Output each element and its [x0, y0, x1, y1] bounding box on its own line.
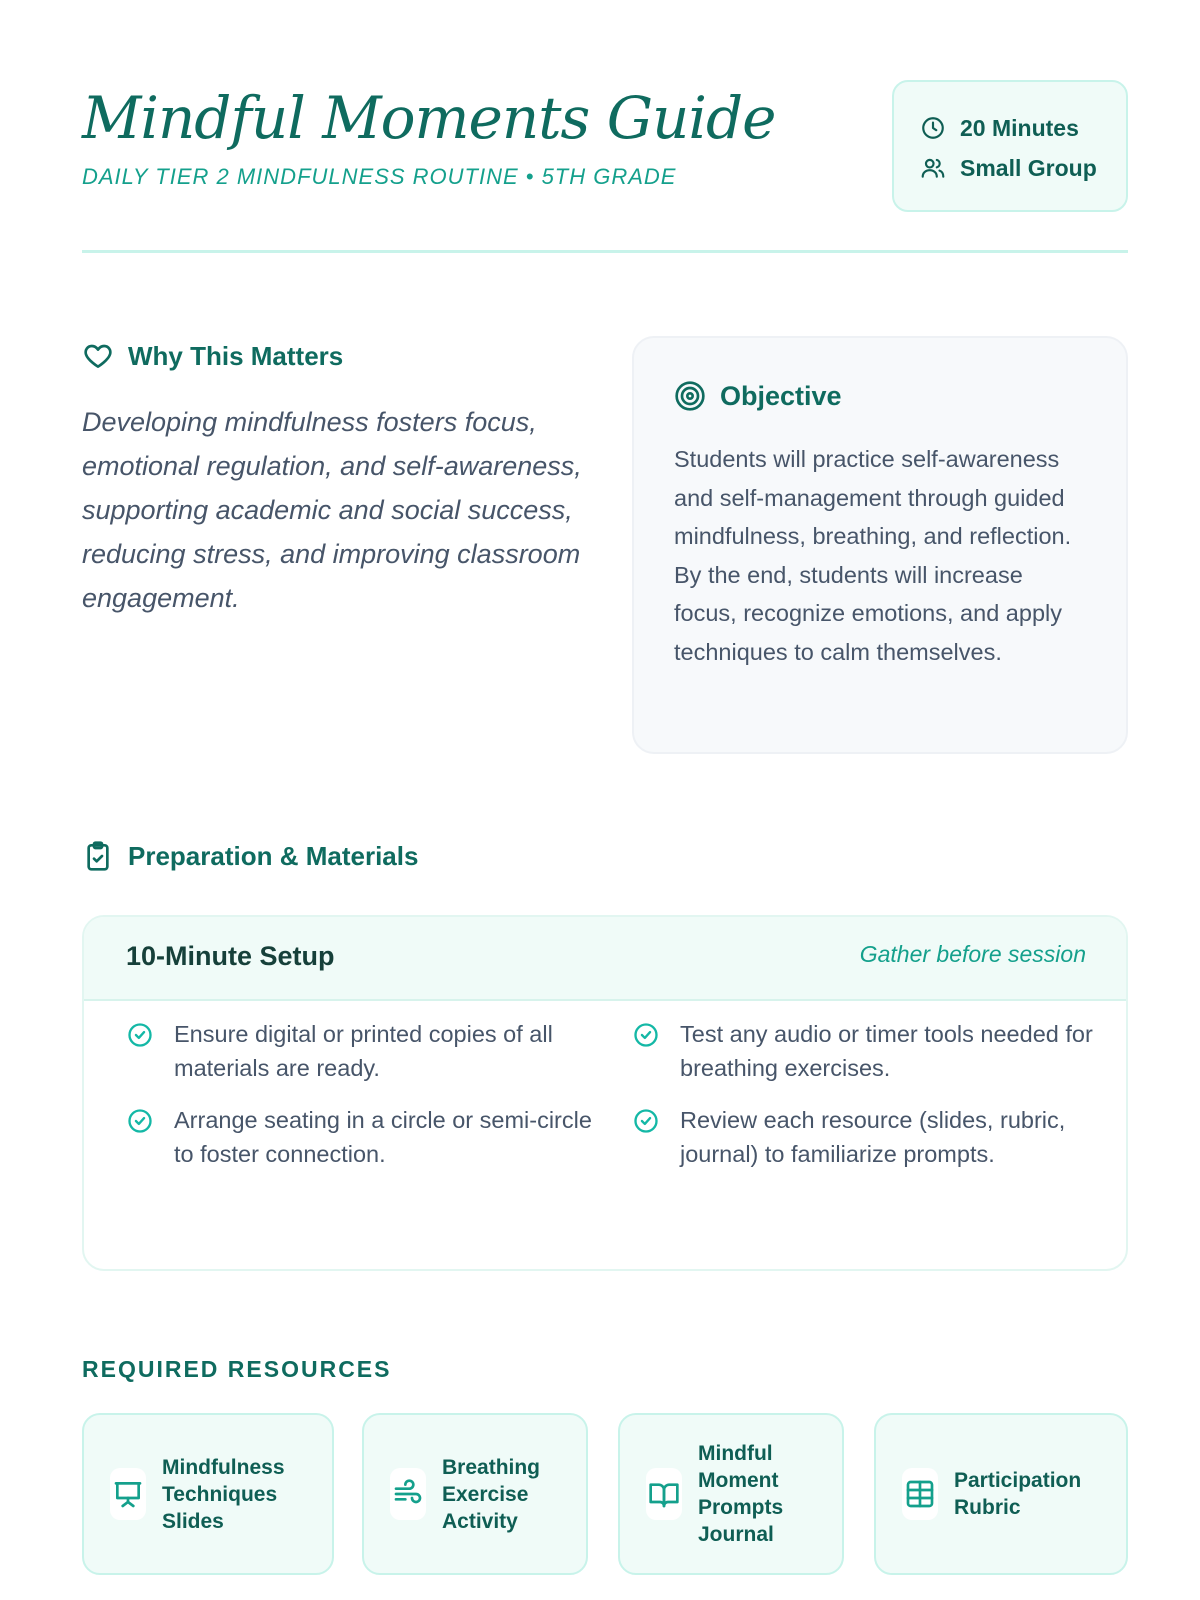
page-subtitle: DAILY TIER 2 MINDFULNESS ROUTINE • 5TH GRADE [82, 164, 677, 189]
resource-icon-wrap [110, 1468, 146, 1520]
lesson-guide-page [82, 0, 1128, 1600]
check-circle-icon [126, 1107, 154, 1135]
book-open-icon [648, 1478, 680, 1510]
clipboard-check-icon [82, 840, 114, 872]
duration-text: 20 Minutes [960, 114, 1079, 141]
resource-card-journal[interactable] [618, 1413, 844, 1575]
resource-label: Mindful Moment Prompts Journal [698, 1442, 784, 1546]
resource-label: Breathing Exercise Activity [442, 1455, 541, 1533]
resource-icon-wrap [646, 1468, 682, 1520]
resource-icon-wrap [902, 1468, 938, 1520]
why-heading-row [82, 336, 582, 376]
group-text: Small Group [960, 154, 1097, 181]
why-text: Developing mindfulness fosters focus, emotional regulation, and self-awareness, supporting academic and social success, reducing stress, and improving classroom engagement. [82, 407, 582, 613]
checklist-item [126, 1017, 592, 1085]
checklist-item [126, 1103, 592, 1171]
resource-card-slides[interactable] [82, 1413, 334, 1575]
page-title: Mindful Moments Guide [82, 84, 776, 152]
checklist-item [632, 1103, 1098, 1171]
clock-icon [920, 115, 946, 141]
target-icon [674, 380, 706, 412]
users-icon [920, 155, 946, 181]
checklist-item-text: Arrange seating in a circle or semi-circle to foster connection. [174, 1107, 592, 1167]
checklist-item [632, 1017, 1098, 1085]
resources-heading: REQUIRED RESOURCES [82, 1356, 392, 1382]
wind-icon [392, 1478, 424, 1510]
header-divider [82, 250, 1128, 253]
preparation-heading-row [82, 836, 418, 876]
duration-row [920, 108, 1126, 148]
setup-checklist [126, 1017, 1093, 1189]
table-icon [904, 1478, 936, 1510]
check-circle-icon [632, 1021, 660, 1049]
setup-note: Gather before session [859, 941, 1086, 967]
preparation-heading: Preparation & Materials [128, 840, 419, 871]
session-info-box [892, 80, 1128, 212]
check-circle-icon [632, 1107, 660, 1135]
heart-icon [82, 340, 114, 372]
presentation-icon [112, 1478, 144, 1510]
setup-card [82, 915, 1128, 1271]
objective-heading-row [674, 376, 1086, 416]
header [82, 80, 1128, 210]
check-circle-icon [126, 1021, 154, 1049]
group-row [920, 148, 1126, 188]
checklist-item-text: Review each resource (slides, rubric, journal) to familiarize prompts. [680, 1107, 1066, 1167]
checklist-item-text: Test any audio or timer tools needed for breathing exercises. [680, 1021, 1093, 1081]
checklist-item-text: Ensure digital or printed copies of all materials are ready. [174, 1021, 553, 1081]
resource-label: Participation Rubric [954, 1469, 1082, 1519]
why-section [82, 336, 582, 620]
objective-text: Students will practice self-awareness and self-management through guided mindfulness, breathing, and reflection. By the end, students will increase focus, recognize emotions, and apply techniques to calm themselves. [674, 446, 1072, 665]
objective-heading: Objective [720, 380, 842, 411]
objective-card [632, 336, 1128, 754]
setup-card-header [84, 917, 1126, 1001]
resource-card-breathing[interactable] [362, 1413, 588, 1575]
setup-title: 10-Minute Setup [126, 941, 335, 971]
resource-icon-wrap [390, 1468, 426, 1520]
resource-card-rubric[interactable] [874, 1413, 1128, 1575]
resource-label: Mindfulness Techniques Slides [162, 1455, 285, 1533]
why-heading: Why This Matters [128, 340, 344, 371]
